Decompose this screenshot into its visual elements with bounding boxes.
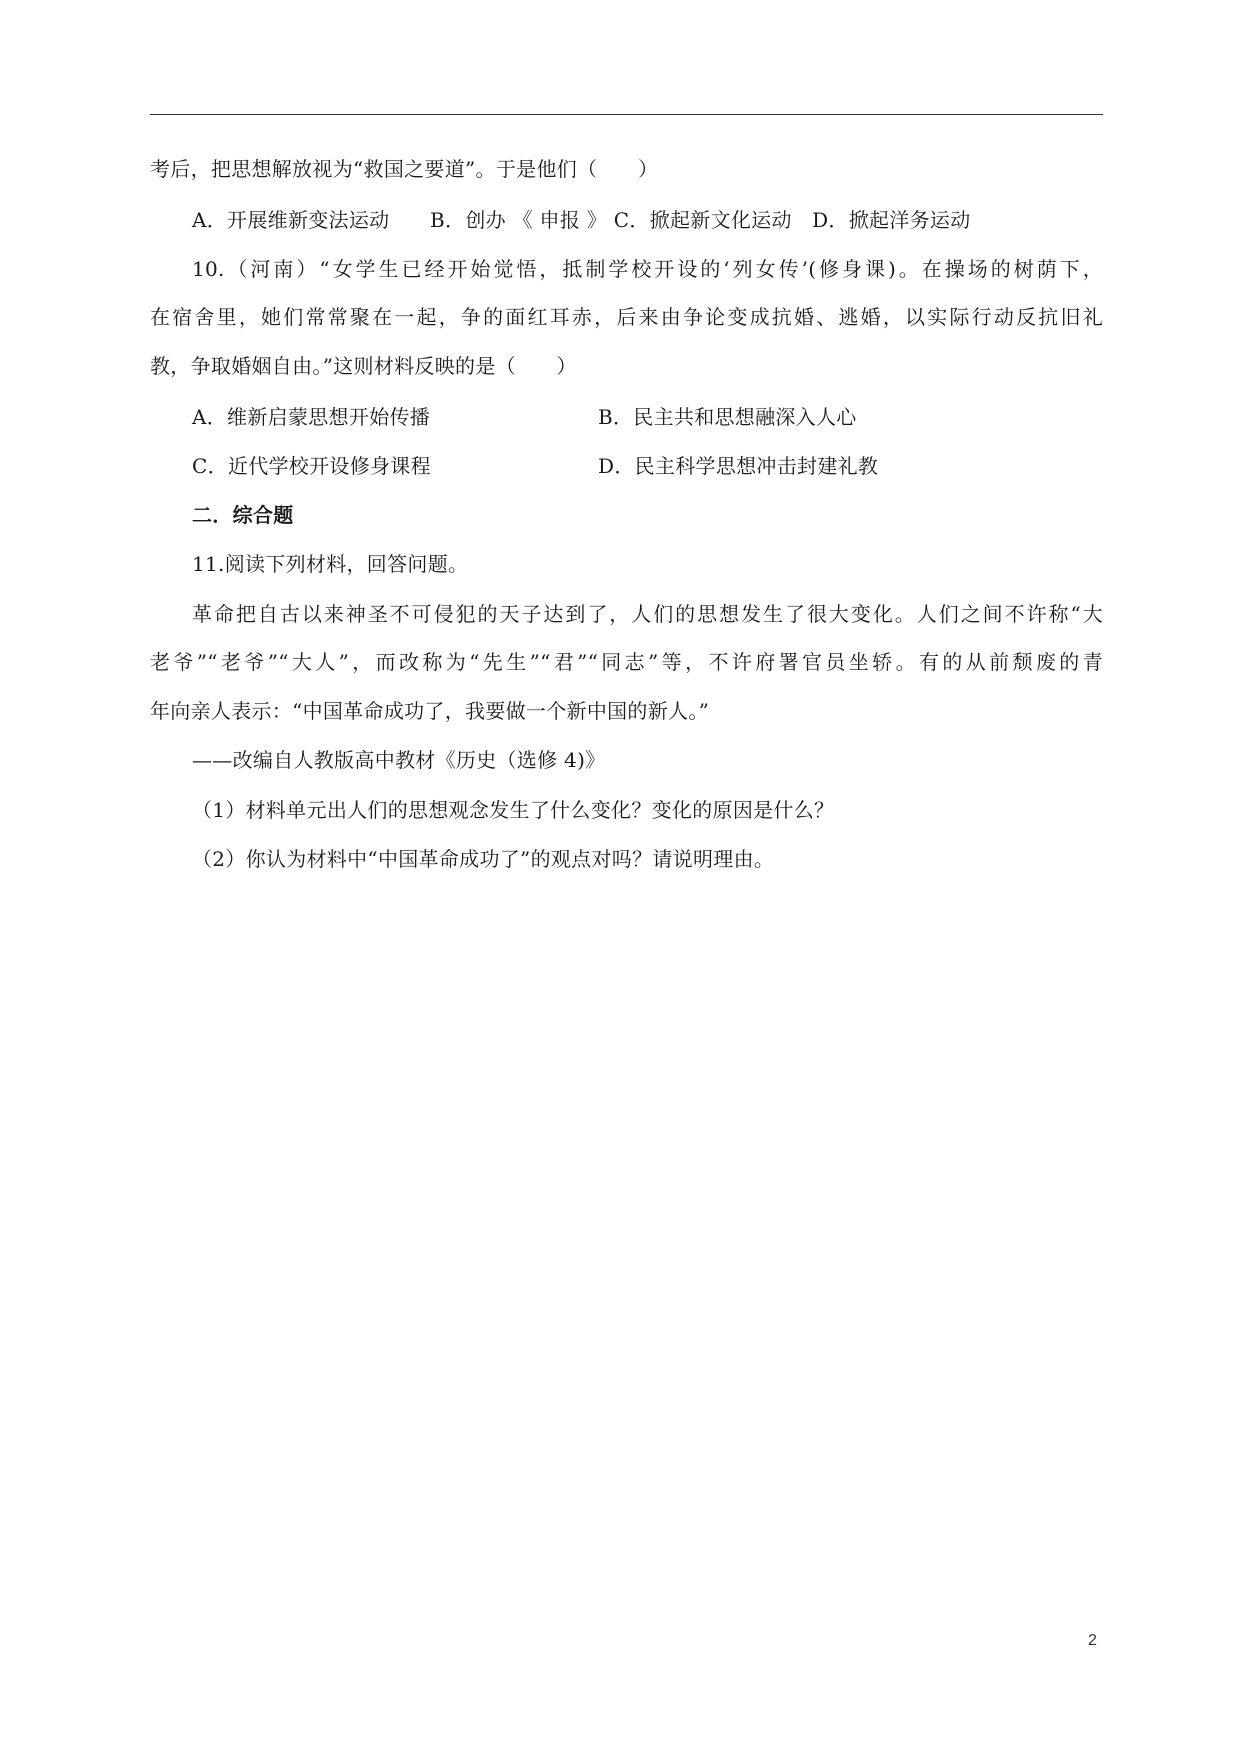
q10-stem-line1: 10.（河南）“女学生已经开始觉悟，抵制学校开设的‘列女传’(修身课)。在操场的树荫下， (192, 257, 1103, 281)
q11-material-line3: 年向亲人表示：“中国革命成功了，我要做一个新中国的新人。” (150, 699, 710, 723)
q11-intro: 11.阅读下列材料，回答问题。 (192, 552, 469, 576)
q10-option-c: C．近代学校开设修身课程 (192, 454, 431, 478)
q11-sub-question-2: （2）你认为材料中“中国革命成功了”的观点对吗？请说明理由。 (192, 847, 775, 871)
q9-continuation: 考后，把思想解放视为“救国之要道”。于是他们（ ） (150, 157, 659, 181)
q9-options: A．开展维新变法运动 B．创办 《 申报 》 C．掀起新文化运动 D．掀起洋务运动 (192, 208, 971, 232)
page-number: 2 (1088, 1632, 1097, 1649)
section-two-heading: 二．综合题 (192, 503, 294, 527)
q10-stem-line2: 在宿舍里，她们常常聚在一起，争的面红耳赤，后来由争论变成抗婚、逃婚，以实际行动反抗旧礼 (150, 305, 1103, 329)
q10-option-d: D．民主科学思想冲击封建礼教 (598, 454, 879, 478)
q11-material-line2: 老爷”“老爷”“大人”，而改称为“先生”“君”“同志”等，不许府署官员坐轿。有的从前颓废的青 (150, 650, 1103, 674)
q11-sub-question-1: （1）材料单元出人们的思想观念发生了什么变化？变化的原因是什么？ (192, 798, 835, 822)
q11-source: ——改编自人教版高中教材《历史（选修 4)》 (192, 748, 606, 772)
q10-option-b: B．民主共和思想融深入人心 (598, 405, 857, 429)
q10-stem-line3: 教，争取婚姻自由。”这则材料反映的是（ ） (150, 354, 577, 378)
header-rule (150, 114, 1103, 115)
q10-option-a: A．维新启蒙思想开始传播 (192, 405, 431, 429)
q11-material-line1: 革命把自古以来神圣不可侵犯的天子达到了，人们的思想发生了很大变化。人们之间不许称“大 (192, 602, 1103, 626)
